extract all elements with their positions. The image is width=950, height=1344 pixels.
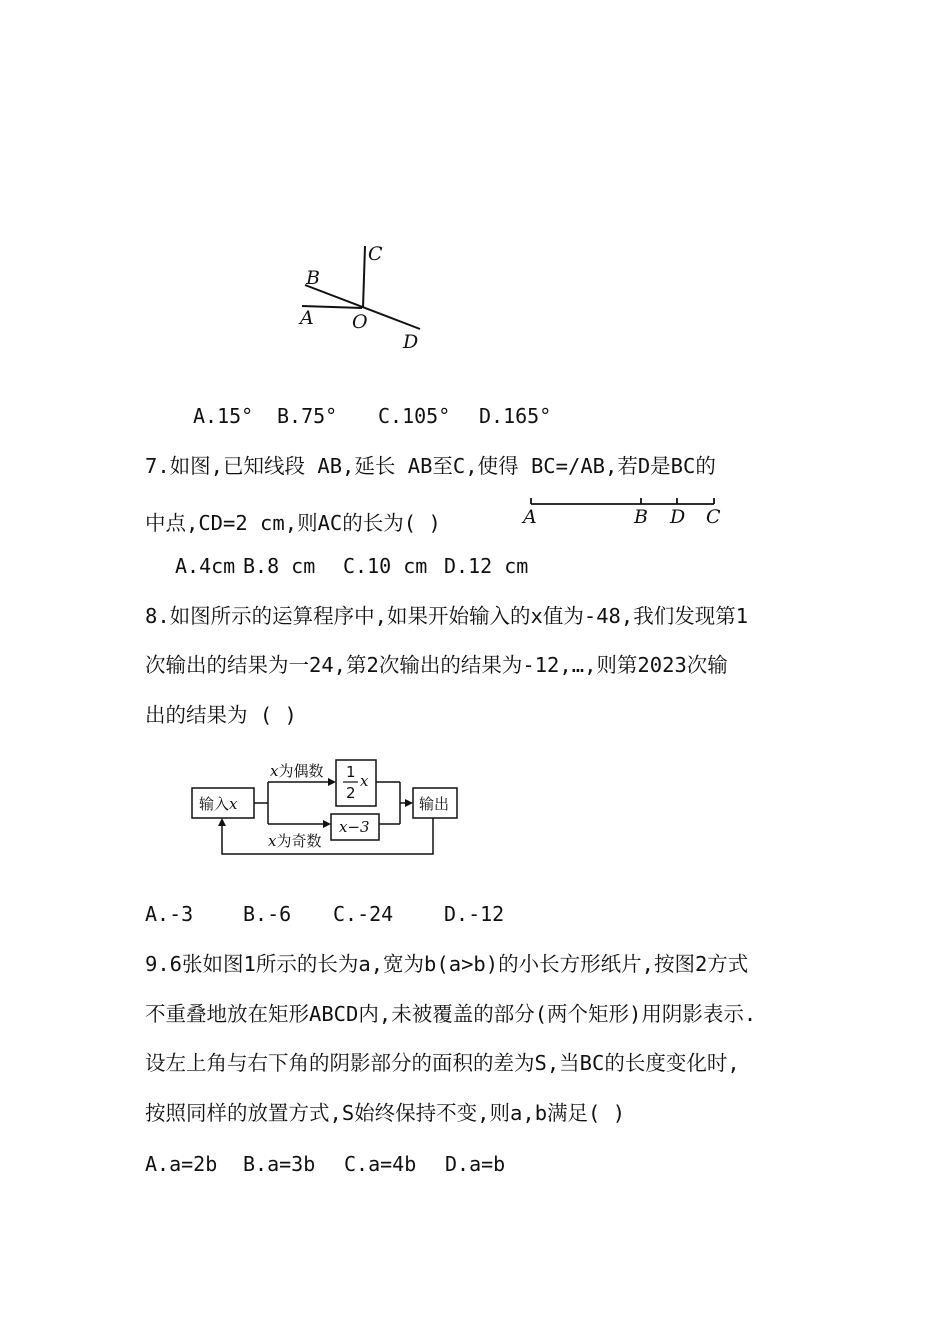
q8-text-line3: 出的结果为 ( ) xyxy=(145,703,297,727)
q8-text-line1: 8.如图所示的运算程序中,如果开始输入的x值为-48,我们发现第1 xyxy=(145,604,749,628)
q7-text-line2: 中点,CD=2 cm,则AC的长为( ) xyxy=(145,511,441,535)
odd-arrowhead xyxy=(323,820,331,828)
half-variable: x xyxy=(360,772,369,790)
half-numerator: 1 xyxy=(346,763,356,781)
q7-option-d[interactable]: D.12 cm xyxy=(444,554,529,578)
label-o: O xyxy=(352,311,368,333)
q6-option-c[interactable]: C.105° xyxy=(378,404,451,428)
feedback-arrowhead xyxy=(218,818,226,826)
label-b: B xyxy=(306,267,320,289)
q6-angle-figure xyxy=(290,238,440,353)
q9-text-line2: 不重叠地放在矩形ABCD内,未被覆盖的部分(两个矩形)用阴影表示. xyxy=(145,1002,757,1026)
input-box-text: 输入x xyxy=(199,795,238,813)
q8-text-line2: 次输出的结果为一24,第2次输出的结果为-12,…,则第2023次输 xyxy=(145,653,728,677)
q7-option-a[interactable]: A.4cm xyxy=(175,554,236,578)
seg-label-a: A xyxy=(523,506,537,528)
q7-segment-figure xyxy=(516,494,726,529)
label-d: D xyxy=(403,331,419,353)
q9-option-d[interactable]: D.a=b xyxy=(445,1152,506,1176)
label-a: A xyxy=(300,307,314,329)
even-arrowhead xyxy=(328,778,336,786)
q6-option-b[interactable]: B.75° xyxy=(277,404,338,428)
label-c: C xyxy=(368,243,383,265)
seg-label-d: D xyxy=(670,506,686,528)
q7-option-c[interactable]: C.10 cm xyxy=(343,554,428,578)
odd-condition: x为奇数 xyxy=(268,832,322,850)
q8-option-b[interactable]: B.-6 xyxy=(243,902,292,926)
q9-text-line3: 设左上角与右下角的阴影部分的面积的差为S,当BC的长度变化时, xyxy=(145,1051,740,1075)
q6-option-d[interactable]: D.165° xyxy=(479,404,552,428)
output-box-text: 输出 xyxy=(419,795,450,813)
q9-option-a[interactable]: A.a=2b xyxy=(145,1152,218,1176)
q9-text-line4: 按照同样的放置方式,S始终保持不变,则a,b满足( ) xyxy=(145,1101,626,1125)
q9-text-line1: 9.6张如图1所示的长为a,宽为b(a>b)的小长方形纸片,按图2方式 xyxy=(145,952,749,976)
half-box xyxy=(336,760,376,806)
seg-label-c: C xyxy=(706,506,721,528)
q6-option-a[interactable]: A.15° xyxy=(193,404,254,428)
q7-option-b[interactable]: B.8 cm xyxy=(243,554,316,578)
q8-option-c[interactable]: C.-24 xyxy=(333,902,394,926)
q7-text-line1: 7.如图,已知线段 AB,延长 AB至C,使得 BC=/AB,若D是BC的 xyxy=(145,454,716,478)
half-denominator: 2 xyxy=(346,784,356,802)
ray-oc xyxy=(363,246,365,308)
q9-option-b[interactable]: B.a=3b xyxy=(243,1152,316,1176)
output-arrowhead xyxy=(405,799,413,807)
q8-option-d[interactable]: D.-12 xyxy=(444,902,505,926)
seg-label-b: B xyxy=(634,506,648,528)
q9-option-c[interactable]: C.a=4b xyxy=(344,1152,417,1176)
q8-option-a[interactable]: A.-3 xyxy=(145,902,194,926)
even-condition: x为偶数 xyxy=(270,762,324,780)
q8-flowchart xyxy=(190,758,462,858)
minus-expression: x−3 xyxy=(339,818,370,836)
